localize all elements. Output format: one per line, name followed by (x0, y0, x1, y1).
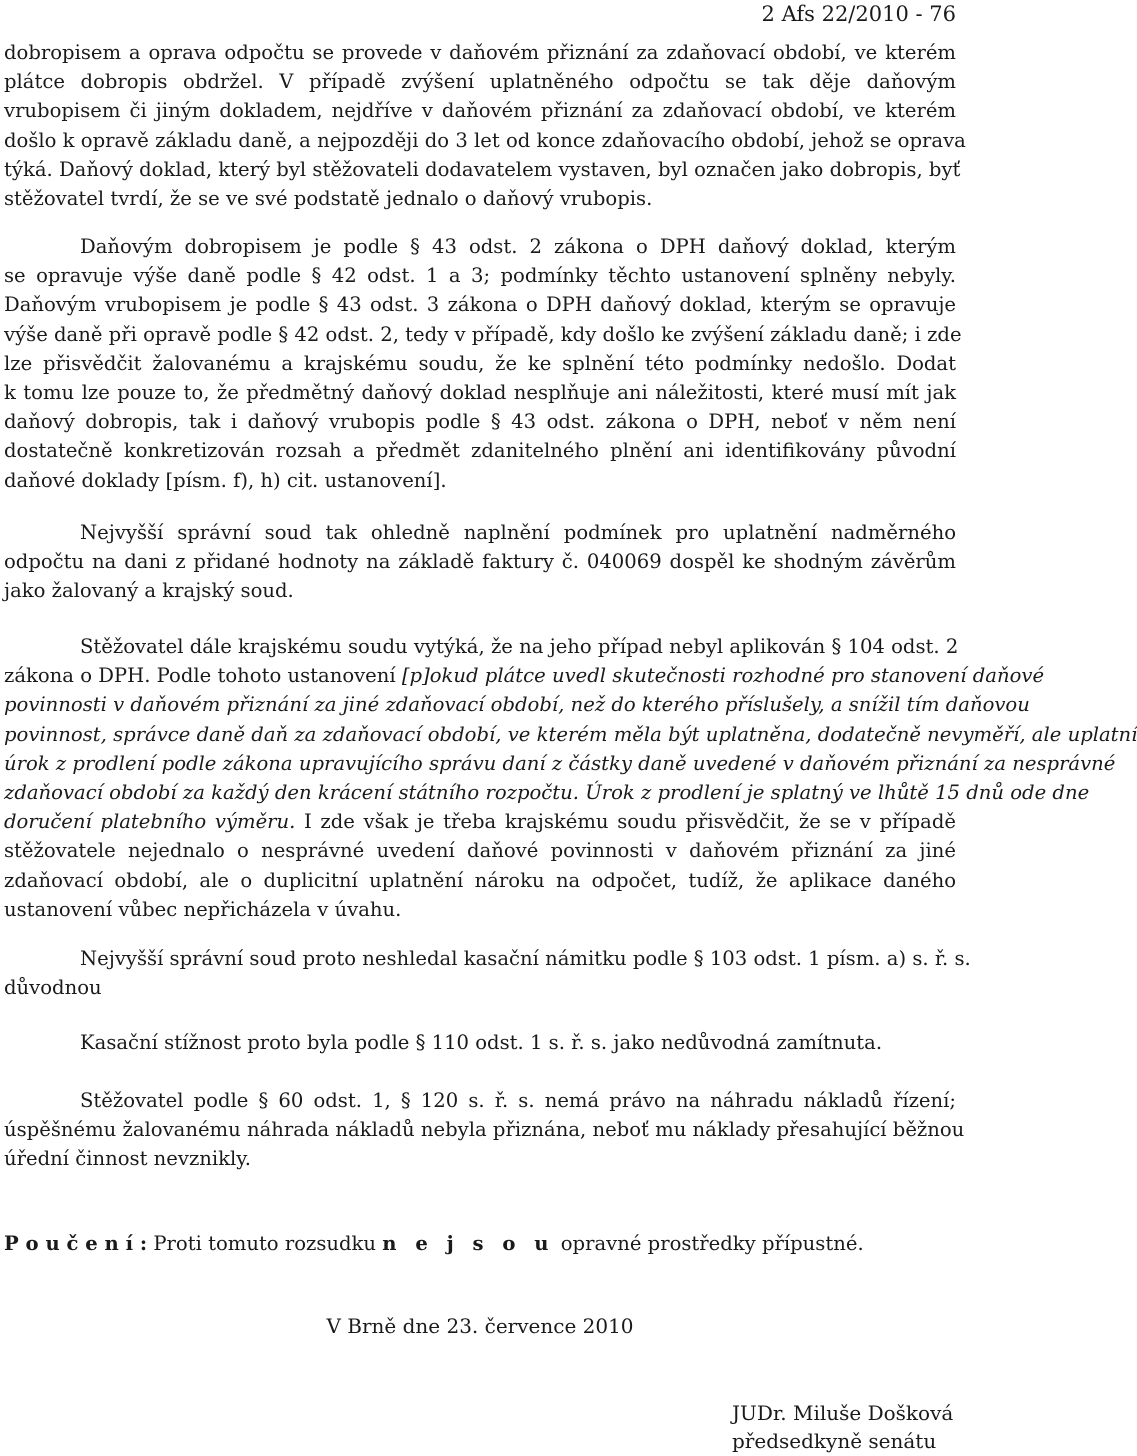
text-line: daňový dobropis, tak i daňový vrubopis podle § 43 odst. zákona o DPH, neboť v něm není (4, 410, 956, 434)
paragraph-1 (4, 38, 966, 213)
text-line: důvodnou (4, 976, 102, 1000)
instruction-emphasis: n e j s o u (382, 1232, 555, 1255)
quote-segment: [p]okud plátce uvedl skutečnosti rozhodné pro stanovení daňové (401, 664, 1045, 688)
text-line: vrubopisem či jiným dokladem, nejdříve v daňovém přiznání za zdaňovací období, ve kterém (4, 99, 956, 123)
text-line: výše daně při opravě podle § 42 odst. 2, tedy v případě, kdy došlo ke zvýšení základu daně; i zde (4, 322, 962, 346)
signature-name: JUDr. Miluše Došková (732, 1401, 954, 1425)
text-line: úspěšnému žalovanému náhrada nákladů nebyla přiznána, neboť mu náklady přesahující běžnou (4, 1118, 965, 1142)
text-line: stěžovatele nejednalo o nesprávné uvedení daňové povinnosti v daňovém přiznání za jiné (4, 839, 956, 863)
text-line: Stěžovatel dále krajskému soudu vytýká, že na jeho případ nebyl aplikován § 104 odst. 2 (80, 635, 959, 658)
text-line: daňové doklady [písm. f), h) cit. ustanovení]. (4, 468, 447, 492)
text-line: lze přisvědčit žalovanému a krajskému soudu, že ke splnění této podmínky nedošlo. Dodat (4, 351, 956, 375)
quote-segment: doručení platebního výměru. (4, 810, 296, 834)
quote-line: povinnost, správce daně daň za zdaňovací období, ve kterém měla být uplatněna, dodatečně nevyměří, ale uplatní (4, 722, 1137, 746)
paragraph-4 (4, 632, 1137, 924)
text-line: stěžovatel tvrdí, že se ve své podstatě jednalo o daňový vrubopis. (4, 187, 653, 211)
text-line: dobropisem a oprava odpočtu se provede v daňovém přiznání za zdaňovací období, ve kterém (4, 41, 956, 64)
text-line: Stěžovatel podle § 60 odst. 1, § 120 s. ř. s. nemá právo na náhradu nákladů řízení; (80, 1089, 956, 1112)
instruction-label: P o u č e n í : (4, 1232, 148, 1255)
paragraph-5 (4, 944, 971, 1002)
quote-line: zdaňovací období za každý den krácení státního rozpočtu. Úrok z prodlení je splatný ve lhůtě 15 dnů ode dne (4, 781, 1090, 805)
text-line: Daňovým vrubopisem je podle § 43 odst. 3 zákona o DPH daňový doklad, kterým se opravuje (4, 293, 956, 317)
text-segment: I zde však je třeba krajskému soudu přisvědčit, že se v případě (295, 810, 956, 834)
text-line: Kasační stížnost proto byla podle § 110 odst. 1 s. ř. s. jako nedůvodná zamítnuta. (80, 1031, 883, 1054)
text-line: k tomu lze pouze to, že předmětný daňový doklad nesplňuje ani náležitosti, které musí mít jak (4, 381, 956, 405)
paragraph-6 (4, 1028, 956, 1057)
case-number: 2 Afs 22/2010 - 76 (761, 2, 956, 26)
text-line: týká. Daňový doklad, který byl stěžovateli dodavatelem vystaven, byl označen jako dobropis, byť (4, 157, 961, 181)
instruction-text: Proti tomuto rozsudku (147, 1232, 383, 1255)
text-line (4, 807, 956, 836)
paragraph-7 (4, 1086, 965, 1174)
place-date: V Brně dne 23. července 2010 (326, 1314, 634, 1338)
paragraph-2 (4, 232, 962, 495)
text-line: jako žalovaný a krajský soud. (4, 579, 294, 603)
text-line: Daňovým dobropisem je podle § 43 odst. 2 zákona o DPH daňový doklad, kterým (80, 235, 956, 258)
text-line: dostatečně konkretizován rozsah a předmět zdanitelného plnění ani identifikovány původní (4, 439, 956, 463)
instruction-text: opravné prostředky přípustné. (554, 1232, 864, 1255)
quote-line: úrok z prodlení podle zákona upravujícího správu daní z částky daně uvedené v daňovém přiznání za nesprávné (4, 751, 1116, 775)
text-segment: zákona o DPH. Podle tohoto ustanovení (4, 664, 402, 688)
signature-role: předsedkyně senátu (732, 1429, 937, 1453)
paragraph-3 (4, 518, 956, 606)
text-line: Nejvyšší správní soud tak ohledně naplnění podmínek pro uplatnění nadměrného (80, 521, 956, 544)
text-line: plátce dobropis obdržel. V případě zvýšení uplatněného odpočtu se tak děje daňovým (4, 70, 956, 94)
text-line (4, 661, 1045, 690)
text-line: došlo k opravě základu daně, a nejpozději do 3 let od konce zdaňovacího období, jehož se oprava (4, 128, 966, 152)
instruction (4, 1229, 956, 1258)
text-line: úřední činnost nevznikly. (4, 1147, 251, 1171)
text-line: se opravuje výše daně podle § 42 odst. 1 a 3; podmínky těchto ustanovení splněny nebyly. (4, 264, 956, 288)
text-line: zdaňovací období, ale o duplicitní uplatnění nároku na odpočet, tudíž, že aplikace daného (4, 868, 956, 892)
text-line: odpočtu na dani z přidané hodnoty na základě faktury č. 040069 dospěl ke shodným závěrům (4, 550, 956, 574)
text-line: ustanovení vůbec nepřicházela v úvahu. (4, 897, 402, 921)
instruction-line (4, 1229, 956, 1258)
quote-line: povinnosti v daňovém přiznání za jiné zdaňovací období, než do kterého příslušely, a snížil tím daňovou (4, 693, 1030, 717)
text-line: Nejvyšší správní soud proto neshledal kasační námitku podle § 103 odst. 1 písm. a) s. ř. s. (80, 947, 971, 970)
